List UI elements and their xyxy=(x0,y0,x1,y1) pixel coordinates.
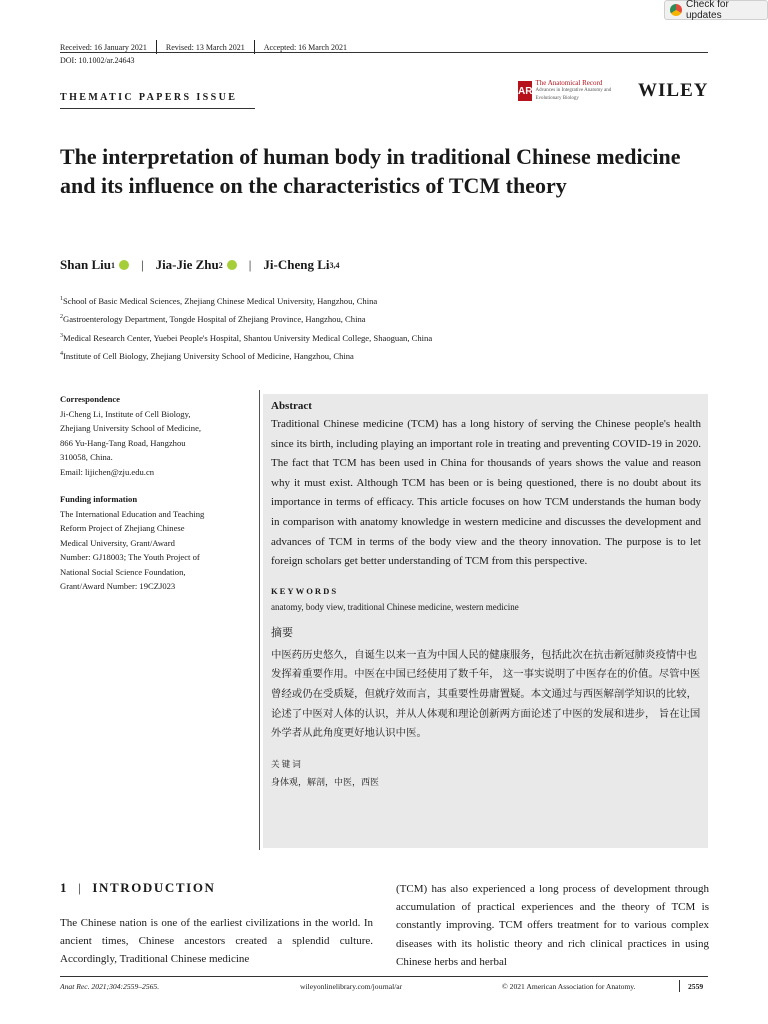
accepted-date: Accepted: 16 March 2021 xyxy=(263,42,348,52)
author-name[interactable]: Ji-Cheng Li xyxy=(263,257,330,272)
affiliation-number: 4 xyxy=(60,351,63,357)
article-sidebar xyxy=(60,392,250,594)
abstract-text: Traditional Chinese medicine (TCM) has a long history of serving the Chinese people's health since its birth, including playing an important role in treating and preventing COVID-19 in 2020. The fact that TCM has been used in China for thousands of years shows the value and reason why it must exist. Although TCM has been or is being questioned, there is no doubt about its importance in terms of efficacy. This article focuses on how TCM understands the human body in comparison with anatomy knowledge in western medicine and discusses the development and advances of TCM in terms of the body view and the theory innovation. The purpose is to let foreign scholars get better understanding of TCM from this perspective. xyxy=(271,418,701,568)
author-affiliation-ref: 1 xyxy=(110,260,115,270)
received-date: Received: 16 January 2021 xyxy=(60,42,147,52)
footer-copyright: © 2021 American Association for Anatomy. xyxy=(502,982,636,991)
issue-rule xyxy=(60,108,255,109)
author-affiliation-ref: 3,4 xyxy=(329,260,340,270)
footer-url[interactable]: wileyonlinelibrary.com/journal/ar xyxy=(300,982,403,991)
section-title: INTRODUCTION xyxy=(92,880,216,895)
chinese-keywords-heading: 关键词 xyxy=(271,759,303,770)
affiliation-number: 3 xyxy=(60,333,63,339)
section-number: 1 xyxy=(60,880,69,895)
publisher-logo: WILEY xyxy=(638,80,709,101)
affiliation-number: 2 xyxy=(60,314,63,320)
affiliation-text: Gastroenterology Department, Tongde Hospital of Zhejiang Province, Hangzhou, China xyxy=(63,313,366,324)
chinese-abstract-heading: 摘要 xyxy=(271,625,293,639)
keywords: anatomy, body view, traditional Chinese medicine, western medicine xyxy=(271,601,519,612)
author-name[interactable]: Shan Liu xyxy=(60,257,111,272)
orcid-icon[interactable] xyxy=(119,260,129,270)
author-affiliation-ref: 2 xyxy=(218,260,223,270)
affiliation-text: School of Basic Medical Sciences, Zhejiang Chinese Medical University, Hangzhou, China xyxy=(63,295,378,306)
affiliation xyxy=(60,330,710,344)
author-name[interactable]: Jia-Jie Zhu xyxy=(155,257,219,272)
article-title: The interpretation of human body in traditional Chinese medicine and its influence on the characteristics of TCM theory xyxy=(60,144,681,198)
affiliation-number: 1 xyxy=(60,296,63,302)
body-text-left: The Chinese nation is one of the earliest civilizations in the world. In ancient times, Chinese ancestors created a splendid culture. Accordingly, Traditional Chinese medicine xyxy=(60,917,373,966)
correspondence-line: 866 Yu-Hang-Tang Road, Hangzhou xyxy=(60,437,186,448)
issue-label: THEMATIC PAPERS ISSUE xyxy=(60,92,238,103)
funding-line: Number: GJ18003; The Youth Project of xyxy=(60,552,200,562)
affiliation-text: Medical Research Center, Yuebei People's Hospital, Shantou University Medical College, Shaoguan, China xyxy=(63,332,433,343)
journal-logo-mark: AR xyxy=(518,81,532,101)
check-for-updates-button[interactable] xyxy=(664,0,768,20)
body-text-right: (TCM) has also experienced a long process of development through accumulation of practical experiences and the theory of TCM is constantly improving. TCM offers treatment for to various complex diseases with its holistic theory and rich clinical practices in using Chinese herbs and herbal xyxy=(396,883,709,968)
check-for-updates-label: Check for updates xyxy=(686,0,729,21)
correspondence-line: Ji-Cheng Li, Institute of Cell Biology, xyxy=(60,408,191,419)
author-separator: | xyxy=(248,257,252,272)
funding-line: The International Education and Teaching xyxy=(60,508,205,519)
funding-line: Reform Project of Zhejiang Chinese xyxy=(60,523,185,533)
author-separator: | xyxy=(140,257,144,272)
journal-logo xyxy=(518,80,616,102)
journal-logo-name: The Anatomical Record xyxy=(535,79,603,87)
author-list xyxy=(60,257,339,273)
correspondence-heading: Correspondence xyxy=(60,394,120,404)
revised-date: Revised: 13 March 2021 xyxy=(165,42,245,52)
keywords-heading: KEYWORDS xyxy=(271,585,339,596)
page-number: 2559 xyxy=(688,982,704,991)
footer-citation: Anat Rec. 2021;304:2559–2565. xyxy=(60,982,160,991)
journal-logo-tagline: Advances in Integrative Anatomy and Evolutionary Biology xyxy=(535,88,612,101)
orcid-icon[interactable] xyxy=(227,260,237,270)
chinese-abstract-text: 中医药历史悠久，自诞生以来一直为中国人民的健康服务，包括此次在抗击新冠肺炎疫情中也发挥着重要作用。中医在中国已经使用了数千年， 这一事实说明了中医存在的价值。尽管中医曾经或仍在受质疑，但就疗效而言，其重要性毋庸置疑。本文通过与西医解剖学知识的比较， 论述了中医对人体的认识，并从人体观和理论创新两方面论述了中医的发展和进步， 旨在让国外学者从此角度更好地认识中医。 xyxy=(271,648,701,740)
section-heading xyxy=(60,880,216,896)
affiliation xyxy=(60,311,710,325)
correspondence-line: 310058, China. xyxy=(60,452,113,462)
funding-heading: Funding information xyxy=(60,494,138,504)
abstract-panel xyxy=(263,394,708,848)
affiliation-text: Institute of Cell Biology, Zhejiang University School of Medicine, Hangzhou, China xyxy=(63,350,354,361)
affiliation xyxy=(60,348,710,362)
header-rule xyxy=(60,52,708,53)
footer-rule xyxy=(60,976,708,977)
doi[interactable]: DOI: 10.1002/ar.24643 xyxy=(60,56,135,65)
crossmark-icon xyxy=(670,4,682,16)
affiliation xyxy=(60,293,710,307)
abstract-divider xyxy=(259,390,260,850)
correspondence-line: Zhejiang University School of Medicine, xyxy=(60,423,202,433)
section-separator: | xyxy=(78,880,83,895)
funding-line: Grant/Award Number: 19CZJ023 xyxy=(60,581,176,591)
funding-line: Medical University, Grant/Award xyxy=(60,537,175,548)
chinese-keywords: 身体观，解剖，中医，西医 xyxy=(271,777,380,788)
funding-line: National Social Science Foundation, xyxy=(60,566,186,577)
footer-divider xyxy=(679,980,680,992)
correspondence-email[interactable]: Email: lijichen@zju.edu.cn xyxy=(60,466,155,477)
abstract-heading: Abstract xyxy=(271,400,312,412)
